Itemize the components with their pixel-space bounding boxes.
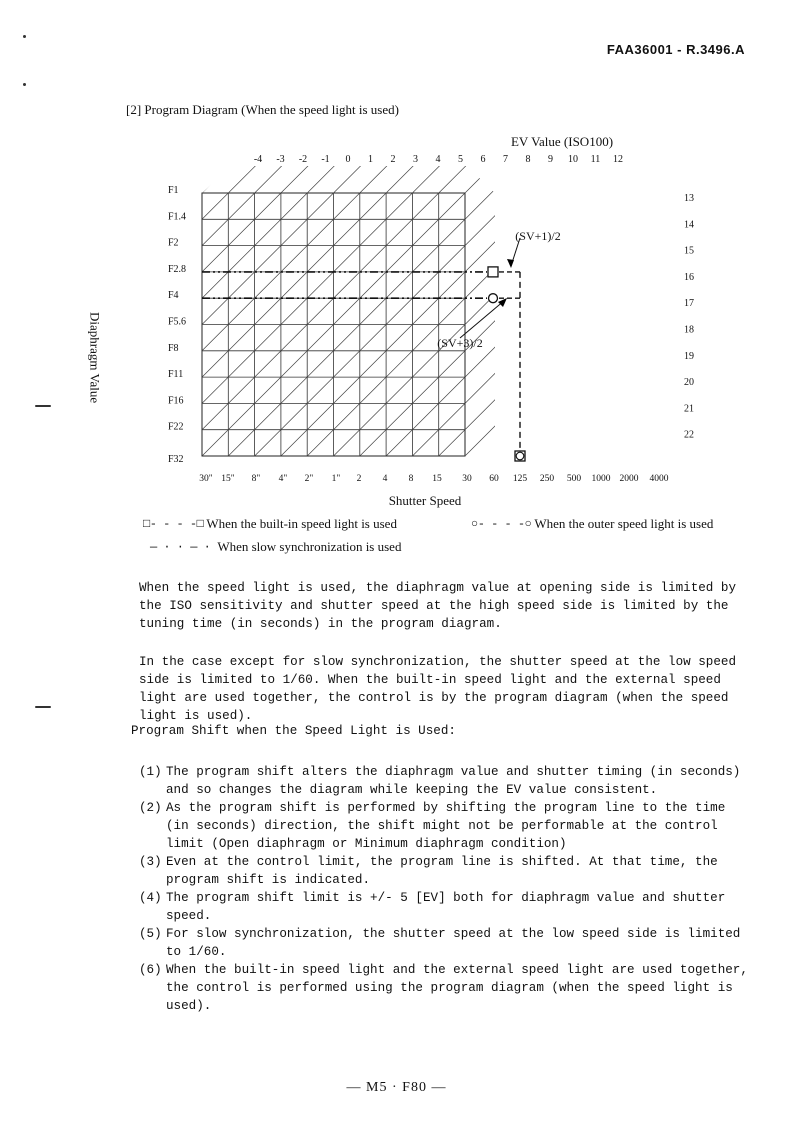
list-item-text: For slow synchronization, the shutter speed at the low speed side is limited to 1/60. <box>166 927 741 959</box>
annotation-sv1: (SV+1)/2 <box>515 229 561 243</box>
ev-top-label: -2 <box>298 154 308 165</box>
axis-labels <box>168 154 694 484</box>
y-tick-label: F8 <box>168 342 179 354</box>
list-item <box>139 925 751 961</box>
list-item-number: (6) <box>139 963 162 977</box>
list-item-number: (4) <box>139 891 162 905</box>
builtin-marker-square <box>488 267 498 277</box>
legend-builtin <box>143 516 397 532</box>
legend-slow-symbol: — · · — · <box>150 540 211 554</box>
ev-right-label: 18 <box>684 324 694 336</box>
ev-top-label: 4 <box>435 154 441 165</box>
legend-outer <box>471 516 713 532</box>
list-item <box>139 799 751 853</box>
x-tick-label: 2000 <box>619 474 639 484</box>
ev-right-label: 20 <box>684 377 694 389</box>
ev-diagonal <box>514 163 793 486</box>
list-item <box>139 889 751 925</box>
page-footer: — M5 · F80 — <box>346 1080 447 1095</box>
annotation-arrowhead-2 <box>498 298 507 307</box>
annotation-arrow-2 <box>460 300 505 338</box>
ev-top-label: 6 <box>480 154 486 165</box>
x-tick-label: 2 <box>356 474 362 484</box>
y-tick-label: F32 <box>168 454 184 465</box>
ev-top-label: -4 <box>253 154 263 165</box>
ev-diagonal <box>540 163 793 486</box>
list-item <box>139 763 751 799</box>
legend-outer-label: When the outer speed light is used <box>534 516 714 531</box>
ev-right-label: 15 <box>684 245 694 257</box>
x-tick-label: 500 <box>566 474 582 484</box>
annotation-arrowhead-1 <box>507 259 514 268</box>
outer-marker-circle <box>489 294 498 303</box>
program-shift-heading: Program Shift when the Speed Light is Used: <box>131 724 456 738</box>
x-tick-label: 250 <box>539 474 555 484</box>
ev-right-label: 22 <box>684 429 694 441</box>
list-item-number: (1) <box>139 765 162 779</box>
ev-top-label: 7 <box>503 154 508 165</box>
list-item <box>139 961 751 1015</box>
ev-diagonal <box>698 163 793 486</box>
ev-top-label: 11 <box>590 154 601 165</box>
x-tick-label: 125 <box>512 474 528 484</box>
program-shift-list <box>139 763 751 1015</box>
y-tick-label: F11 <box>168 369 184 381</box>
x-tick-label: 15" <box>221 474 235 484</box>
ev-top-label: 12 <box>613 154 623 165</box>
ev-top-label: 3 <box>413 154 418 165</box>
document-code: FAA36001 - R.3496.A <box>606 42 745 57</box>
ev-right-label: 21 <box>684 403 694 415</box>
y-tick-label: F16 <box>168 395 184 407</box>
list-item-text: When the built-in speed light and the external speed light are used together, the control is performed using the program diagram (when the speed light is used). <box>166 963 748 1013</box>
ev-diagonal <box>435 163 758 486</box>
y-tick-label: F5.6 <box>168 316 187 328</box>
ev-diagonal <box>619 163 793 486</box>
x-tick-label: 1000 <box>591 474 611 484</box>
ev-top-label: 5 <box>458 154 463 165</box>
x-tick-label: 15 <box>432 474 442 484</box>
ev-top-label: 1 <box>368 154 373 165</box>
list-item-text: As the program shift is performed by shifting the program line to the time (in seconds) direction, the shift might not be performable at the control limit (Open diaphragm or Minimum diaphragm condition) <box>166 801 726 851</box>
list-item-text: The program shift alters the diaphragm value and shutter timing (in seconds) and so changes the diagram while keeping the EV value consistent. <box>166 765 741 797</box>
x-tick-label: 4 <box>382 474 388 484</box>
legend-builtin-label: When the built-in speed light is used <box>206 516 397 531</box>
x-axis-label: Shutter Speed <box>388 493 462 508</box>
list-item-number: (5) <box>139 927 162 941</box>
ev-diagonal <box>0 163 232 486</box>
legend-outer-symbol: ○- - - -○ <box>471 517 532 531</box>
y-tick-label: F2 <box>168 237 179 249</box>
chart-title: EV Value (ISO100) <box>510 134 614 149</box>
x-tick-label: 2" <box>304 474 314 484</box>
y-tick-label: F1.4 <box>168 211 187 223</box>
ev-diagonal <box>567 163 793 486</box>
ev-right-label: 17 <box>684 298 694 310</box>
paragraph-2: In the case except for slow synchronization, the shutter speed at the low speed side is limited to 1/60. When the built-in speed light and the external speed light are used together, the control is by the program diagram (when the speed light is used). <box>139 655 737 723</box>
list-item <box>139 853 751 889</box>
paragraph-1: When the speed light is used, the diaphragm value at opening side is limited by the ISO sensitivity and shutter speed at the high speed side is limited by the tuning time (in seconds) in the program diagram. <box>139 581 737 631</box>
ev-right-label: 16 <box>684 271 694 283</box>
ev-top-label: -3 <box>276 154 285 165</box>
x-tick-label: 30" <box>199 474 213 484</box>
x-tick-label: 4000 <box>649 474 669 484</box>
ev-top-label: 8 <box>525 154 531 165</box>
x-tick-label: 30 <box>462 474 472 484</box>
ev-top-label: -1 <box>321 154 330 165</box>
x-tick-label: 8" <box>251 474 261 484</box>
ev-right-label: 14 <box>684 219 694 231</box>
y-tick-label: F1 <box>168 185 179 196</box>
x-tick-label: 4" <box>278 474 288 484</box>
ev-diagonal <box>645 163 793 486</box>
list-item-text: Even at the control limit, the program line is shifted. At that time, the program shift is indicated. <box>166 855 718 887</box>
y-tick-label: F2.8 <box>168 263 187 275</box>
ev-top-label: 10 <box>568 154 578 165</box>
list-item-number: (2) <box>139 801 162 815</box>
y-axis-label: Diaphragm Value <box>87 312 103 404</box>
legend-slow-label: When slow synchronization is used <box>217 539 402 554</box>
program-diagram-chart <box>0 0 793 520</box>
margin-mark <box>35 706 51 708</box>
y-tick-label: F4 <box>168 290 179 302</box>
x-tick-label: 60 <box>489 474 499 484</box>
ev-right-label: 13 <box>684 193 694 204</box>
annotation-sv3: (SV+3)/2 <box>437 336 483 350</box>
legend-slow <box>150 539 401 555</box>
ev-diagonal <box>461 163 784 486</box>
x-tick-label: 8 <box>408 474 414 484</box>
ev-top-label: 0 <box>345 154 351 165</box>
list-item-text: The program shift limit is +/- 5 [EV] both for diaphragm value and shutter speed. <box>166 891 726 923</box>
x-tick-label: 1" <box>331 474 341 484</box>
ev-diagonal <box>488 163 793 486</box>
ev-top-label: 9 <box>548 154 553 165</box>
list-item-number: (3) <box>139 855 162 869</box>
ev-top-label: 2 <box>390 154 396 165</box>
section-heading: [2] Program Diagram (When the speed light is used) <box>126 102 399 117</box>
legend-builtin-symbol: □- - - -□ <box>143 517 204 531</box>
ev-right-label: 19 <box>684 350 694 362</box>
y-tick-label: F22 <box>168 421 184 433</box>
